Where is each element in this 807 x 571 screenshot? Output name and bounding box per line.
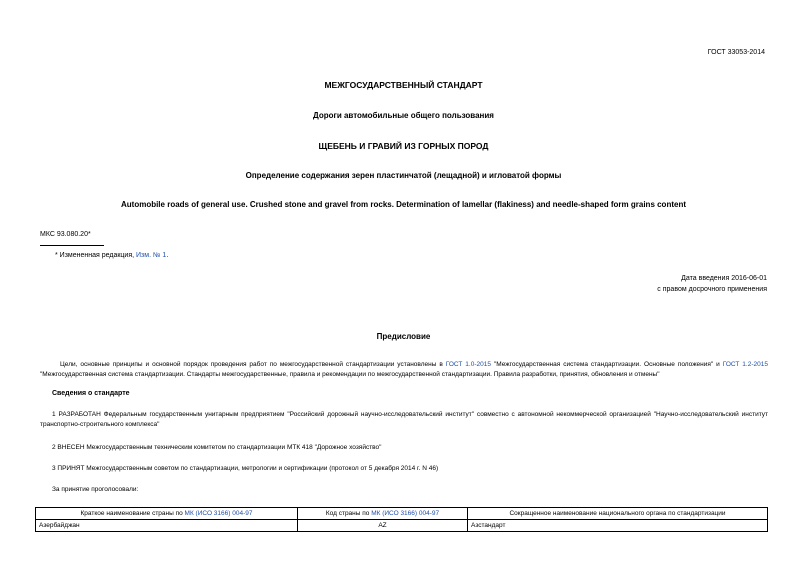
gost-1-0-link[interactable]: ГОСТ 1.0-2015 bbox=[445, 361, 491, 368]
english-title: Automobile roads of general use. Crushed stone and gravel from rocks. Determination of lamellar (flakiness) and needle-shaped form grains content bbox=[120, 200, 686, 209]
code-cell: AZ bbox=[298, 520, 468, 532]
table-row bbox=[36, 520, 768, 532]
voting-countries-table bbox=[35, 507, 768, 532]
header-country-name bbox=[36, 508, 298, 520]
goals-text-c: "Межгосударственная система стандартизации. Стандарты межгосударственные, правила и рекомендации по межгосударственной стандартизации. Правила разработки, принятия, обновления и отмены" bbox=[40, 371, 660, 378]
goals-text-a: Цели, основные принципы и основной порядок проведения работ по межгосударственной стандартизации установлены в bbox=[60, 361, 446, 368]
footnote-divider bbox=[40, 245, 104, 246]
early-application-line: с правом досрочного применения bbox=[657, 286, 767, 293]
national-body-cell: Азстандарт bbox=[468, 520, 768, 532]
adopted-by-paragraph: 3 ПРИНЯТ Межгосударственным советом по стандартизации, метрологии и сертификации (протокол от 5 декабря 2014 г. N 46) bbox=[52, 465, 439, 472]
method-title: Определение содержания зерен пластинчатой (лещадной) и игловатой формы bbox=[245, 171, 562, 180]
table-header-row bbox=[36, 508, 768, 520]
footnote bbox=[55, 252, 168, 259]
header-code-text: Код страны по bbox=[325, 510, 372, 517]
goals-text-b: "Межгосударственная система стандартизации. Основные положения" и bbox=[490, 361, 723, 368]
mk-iso-link-2[interactable]: МК (ИСО 3166) 004-97 bbox=[371, 510, 440, 517]
document-code: ГОСТ 33053-2014 bbox=[707, 49, 765, 56]
header-country-code bbox=[298, 508, 468, 520]
standard-type-title: МЕЖГОСУДАРСТВЕННЫЙ СТАНДАРТ bbox=[324, 80, 483, 90]
introduction-date-line: Дата введения 2016-06-01 bbox=[681, 275, 767, 282]
gost-1-2-link[interactable]: ГОСТ 1.2-2015 bbox=[722, 361, 768, 368]
footnote-text: * Измененная редакция, bbox=[55, 252, 137, 259]
preface-paragraph-goals bbox=[40, 360, 768, 380]
roads-title: Дороги автомобильные общего пользования bbox=[313, 111, 494, 120]
introduction-date bbox=[657, 273, 767, 295]
header-country-text: Краткое наименование страны по bbox=[80, 510, 185, 517]
country-cell: Азербайджан bbox=[36, 520, 298, 532]
footnote-end: . bbox=[166, 252, 169, 259]
amendment-link[interactable]: Изм. № 1 bbox=[136, 252, 167, 259]
mk-iso-link-1[interactable]: МК (ИСО 3166) 004-97 bbox=[184, 510, 253, 517]
developed-by-paragraph: 1 РАЗРАБОТАН Федеральным государственным унитарным предприятием "Российский дорожный научно-исследовательский институт" совместно с автономной некоммерческой организацией "Научно-исследовательский институт транспортно-строительного комплекса" bbox=[40, 411, 768, 428]
header-national-body: Сокращенное наименование национального органа по стандартизации bbox=[468, 508, 768, 520]
preface-title: Предисловие bbox=[376, 332, 431, 341]
voted-for-paragraph: За принятие проголосовали: bbox=[52, 486, 139, 493]
mks-code: МКС 93.080.20* bbox=[40, 231, 91, 238]
subject-title: ЩЕБЕНЬ И ГРАВИЙ ИЗ ГОРНЫХ ПОРОД bbox=[318, 141, 489, 151]
introduced-by-paragraph: 2 ВНЕСЕН Межгосударственным техническим комитетом по стандартизации МТК 418 "Дорожное хозяйство" bbox=[52, 444, 382, 451]
standard-info-heading: Сведения о стандарте bbox=[52, 390, 130, 397]
